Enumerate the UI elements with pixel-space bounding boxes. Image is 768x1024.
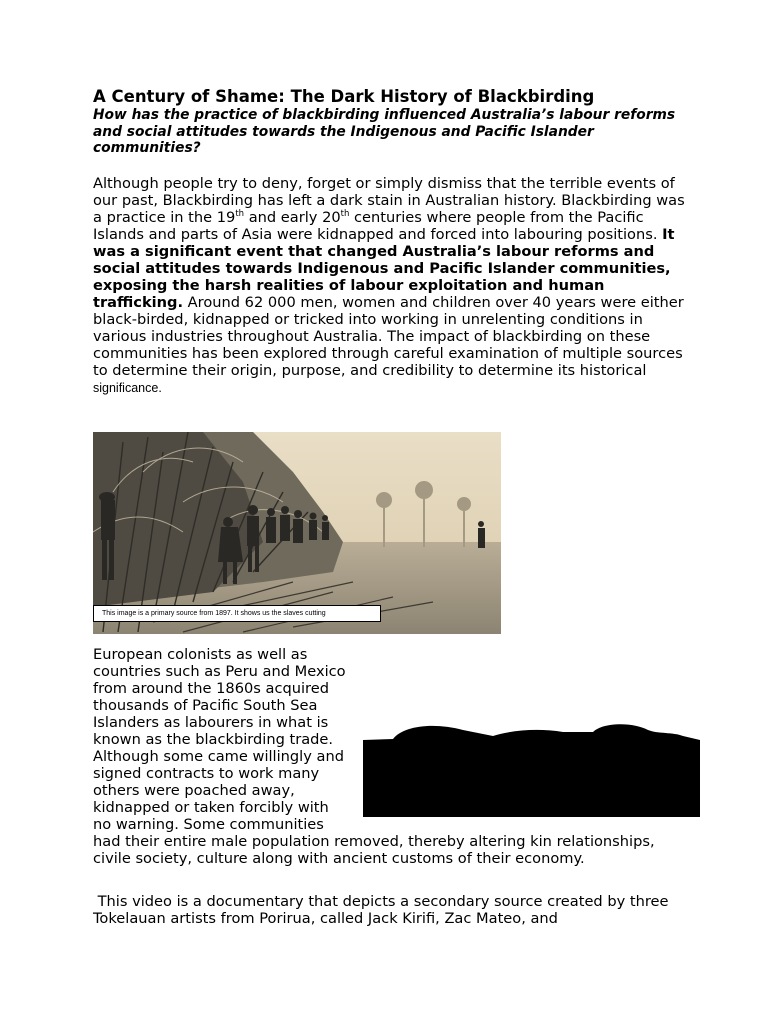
sugar-cane-photo-image xyxy=(93,432,501,634)
sugar-cane-photo xyxy=(93,432,501,634)
document-title: A Century of Shame: The Dark History of Blackbirding xyxy=(93,87,595,106)
video-paragraph: This video is a documentary that depicts a secondary source created by three Tokelauan artists from Porirua, called Jack Kirifi, Zac Mateo, and xyxy=(93,893,674,927)
intro-text-1: Although people try to deny, forget or simply dismiss that the terrible events of our past, Blackbirding has left a dark stain in Australian history. Blackbirding was a practice in the 19 xyxy=(93,175,685,226)
colonists-paragraph xyxy=(93,646,693,867)
image-caption: This image is a primary source from 1897. It shows us the slaves cutting xyxy=(93,605,381,622)
colonists-text: European colonists as well as countries such as Peru and Mexico from around the 1860s acquired thousands of Pacific South Sea Islanders as labourers in what is known as the blackbirding trade. Although some came willingly and signed contracts to work many others were poached away, kidnapped or taken forcibly with no warning. Some communities had their entire male population removed, thereby altering kin relationships, civile society, culture along with ancient customs of their economy. xyxy=(93,646,655,867)
intro-bold-text: It was a significant event that changed Australia’s labour reforms and social attitudes towards Indigenous and Pacific Islander communities, exposing the harsh realities of labour exploitation and human trafficking. xyxy=(93,226,675,311)
intro-text-4: Around 62 000 men, women and children over 40 years were either black-birded, kidnapped or tricked into working in unrelenting conditions in various industries throughout Australia. The impact of blackbirding on these communities has been explored through careful examination of multiple sources to determine their origin, purpose, and credibility to determine its historical xyxy=(93,294,684,379)
intro-last-word: significance. xyxy=(93,381,162,395)
superscript-th-1: th xyxy=(235,209,245,220)
superscript-th-2: th xyxy=(340,209,350,220)
intro-paragraph xyxy=(93,175,693,397)
intro-text-3: centuries where people from the Pacific Islands and parts of Asia were kidnapped and forced into labouring positions. xyxy=(93,209,663,243)
intro-text-2: and early 20 xyxy=(244,209,341,226)
document-subtitle: How has the practice of blackbirding influenced Australia’s labour reforms and social attitudes towards the Indigenous and Pacific Islander communities? xyxy=(93,107,676,156)
